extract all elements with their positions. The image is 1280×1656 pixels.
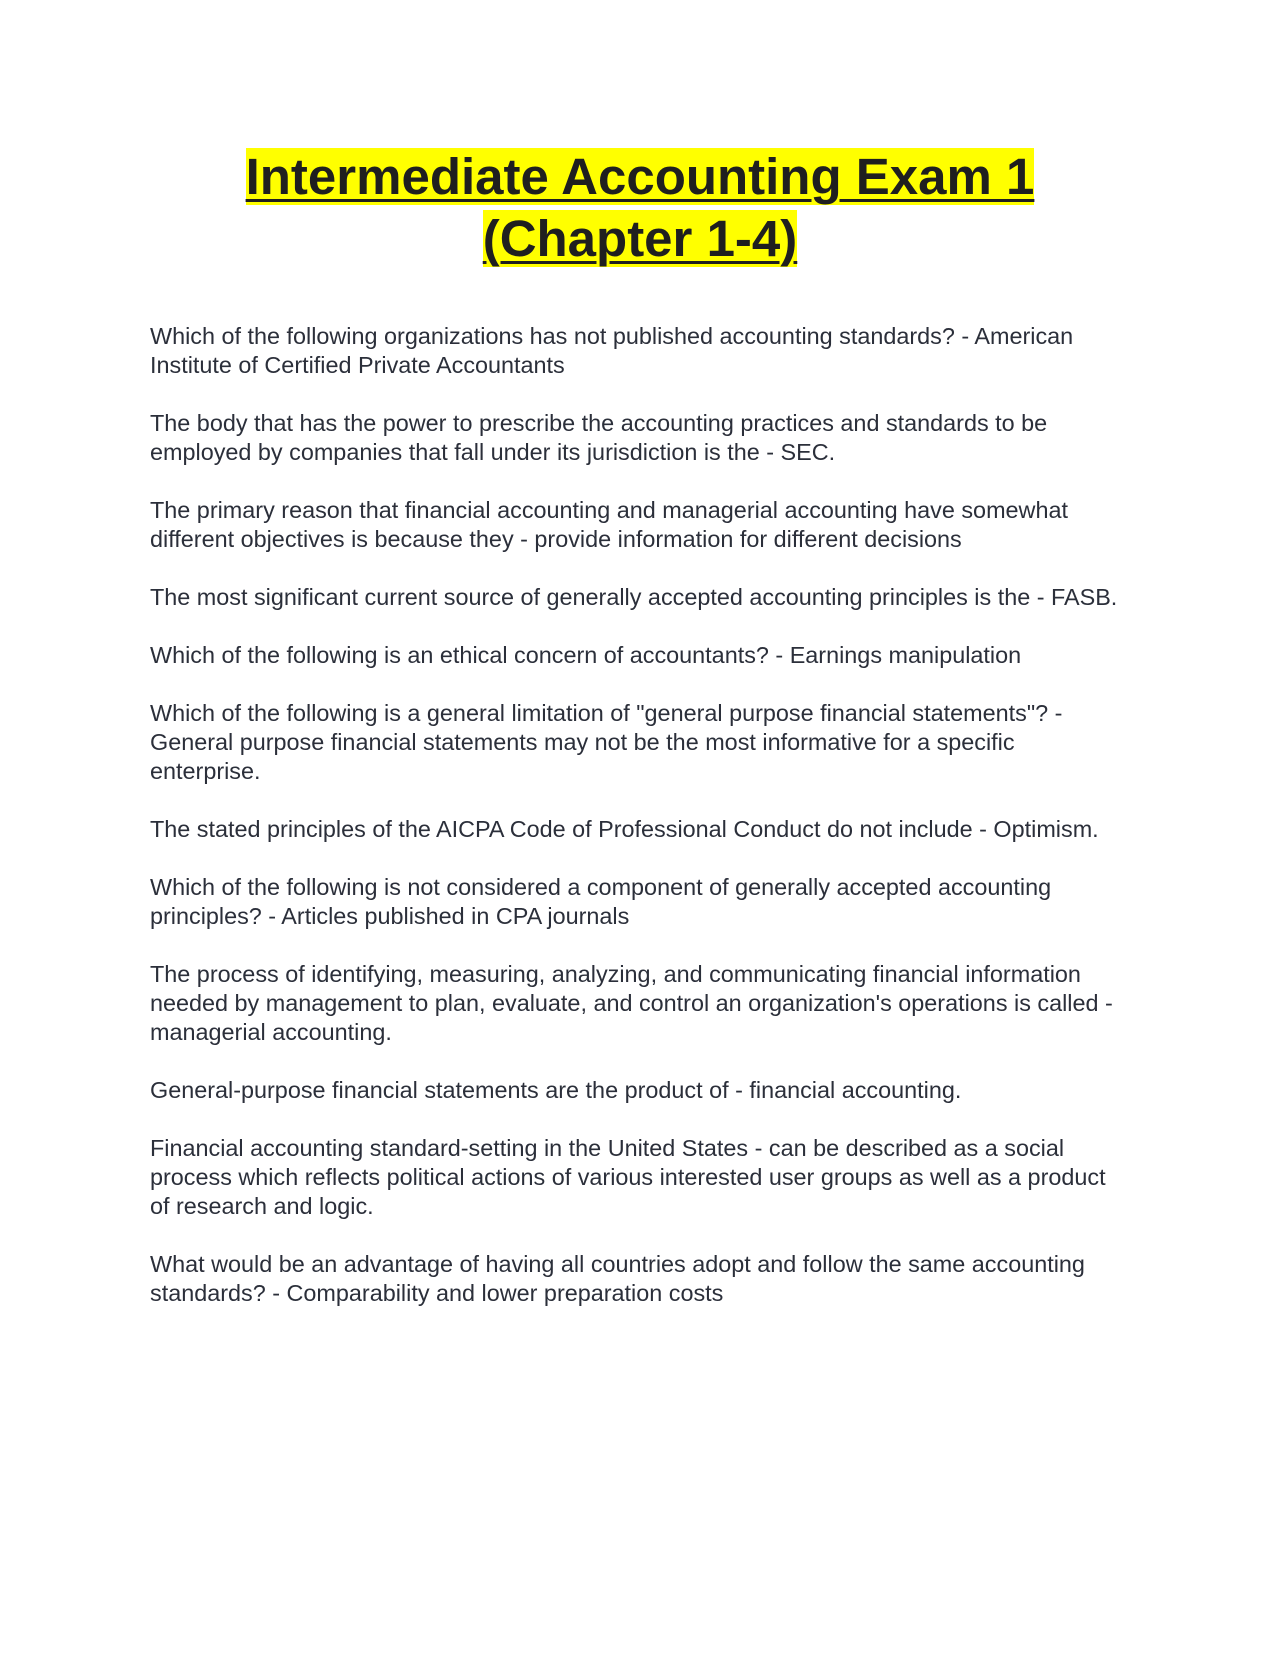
qa-item: Which of the following is not considered a component of generally accepted accounting principles? - Articles published in CPA journals [150,874,1052,929]
qa-item: Which of the following organizations has not published accounting standards? - American Institute of Certified Private Accountants [150,323,1074,378]
qa-item: Financial accounting standard-setting in the United States - can be described as a social process which reflects political actions of various interested user groups as well as a product of research and logic. [150,1135,1106,1219]
question-answer-list [150,322,1125,1337]
qa-item: The stated principles of the AICPA Code of Professional Conduct do not include - Optimism. [150,816,1099,842]
page-title [0,146,1280,270]
qa-item: What would be an advantage of having all countries adopt and follow the same accounting standards? - Comparability and lower preparation costs [150,1251,1085,1306]
qa-item: Which of the following is an ethical concern of accountants? - Earnings manipulation [150,642,1022,668]
qa-item: The most significant current source of generally accepted accounting principles is the - FASB. [150,584,1118,610]
qa-item: Which of the following is a general limitation of "general purpose financial statements"? - General purpose financial statements may not be the most informative for a specific enterprise. [150,700,1063,784]
qa-item: The primary reason that financial accounting and managerial accounting have somewhat different objectives is because they - provide information for different decisions [150,497,1068,552]
qa-item: General-purpose financial statements are the product of - financial accounting. [150,1077,962,1103]
qa-item: The body that has the power to prescribe the accounting practices and standards to be employed by companies that fall under its jurisdiction is the - SEC. [150,410,1048,465]
title-line-1: Intermediate Accounting Exam 1 [245,148,1035,205]
qa-item: The process of identifying, measuring, analyzing, and communicating financial information needed by management to plan, evaluate, and control an organization's operations is called - managerial accounting. [150,961,1113,1045]
title-line-2: (Chapter 1-4) [482,210,798,267]
